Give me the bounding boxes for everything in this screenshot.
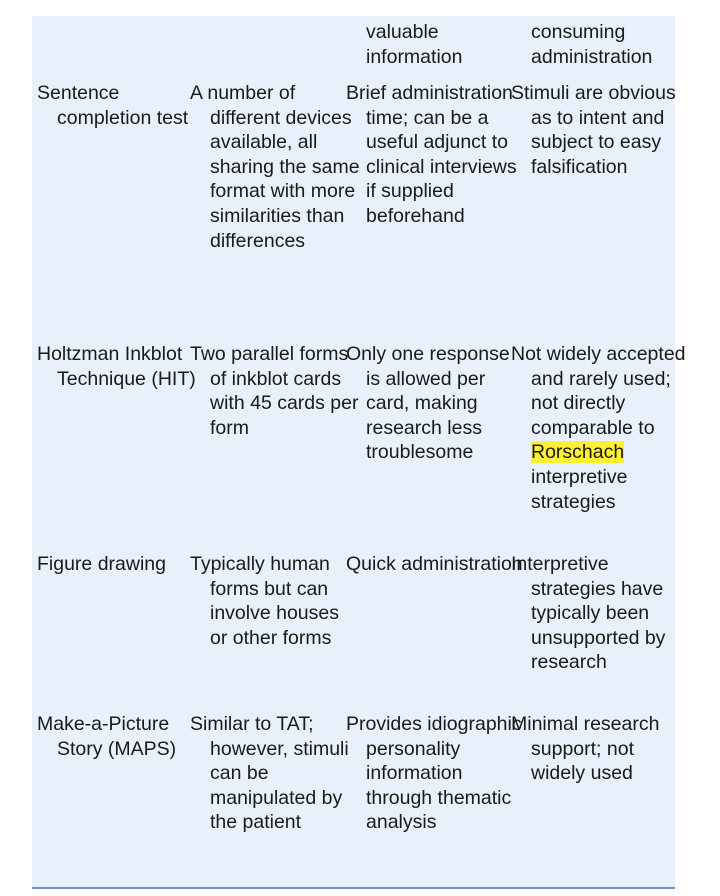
row-3-test: Figure drawing xyxy=(37,553,166,575)
row-2-disadvantages-text: Not widely accepted and rarely used; not directly comparable to xyxy=(511,343,686,439)
row-0-advantages: valuable information xyxy=(366,21,463,68)
highlighted-term: Rorschach xyxy=(531,441,625,464)
row-2-disadvantages xyxy=(511,342,691,514)
row-0-disadvantages: consuming administration xyxy=(531,21,653,68)
row-3-disadvantages: Interpretive strategies have typically been unsupported by research xyxy=(511,553,666,674)
row-1-advantages: Brief administration time; can be a useful adjunct to clinical interviews if supplied beforehand xyxy=(346,82,517,227)
row-2-disadvantages-text-end: interpretive strategies xyxy=(531,465,628,513)
row-4-advantages: Provides idiographic personality information through thematic analysis xyxy=(346,713,522,834)
table-bottom-border xyxy=(32,887,675,889)
row-1-description: A number of different devices available, all sharing the same format with more similarities than differences xyxy=(190,82,360,252)
row-4-disadvantages: Minimal research support; not widely used xyxy=(511,713,660,785)
row-4-description: Similar to TAT; however, stimuli can be manipulated by the patient xyxy=(190,713,349,834)
row-3-advantages: Quick administration xyxy=(346,553,523,575)
row-1-disadvantages: Stimuli are obvious as to intent and subject to easy falsification xyxy=(511,82,676,178)
row-4-test: Make-a-Picture Story (MAPS) xyxy=(37,713,177,760)
row-1-test: Sentence completion test xyxy=(37,82,189,129)
row-3-description: Typically human forms but can involve houses or other forms xyxy=(190,553,339,649)
row-2-advantages: Only one response is allowed per card, making research less troublesome xyxy=(346,343,510,464)
row-2-description: Two parallel forms of inkblot cards with 45 cards per form xyxy=(190,343,359,439)
row-2-test: Holtzman Inkblot Technique (HIT) xyxy=(37,343,196,390)
